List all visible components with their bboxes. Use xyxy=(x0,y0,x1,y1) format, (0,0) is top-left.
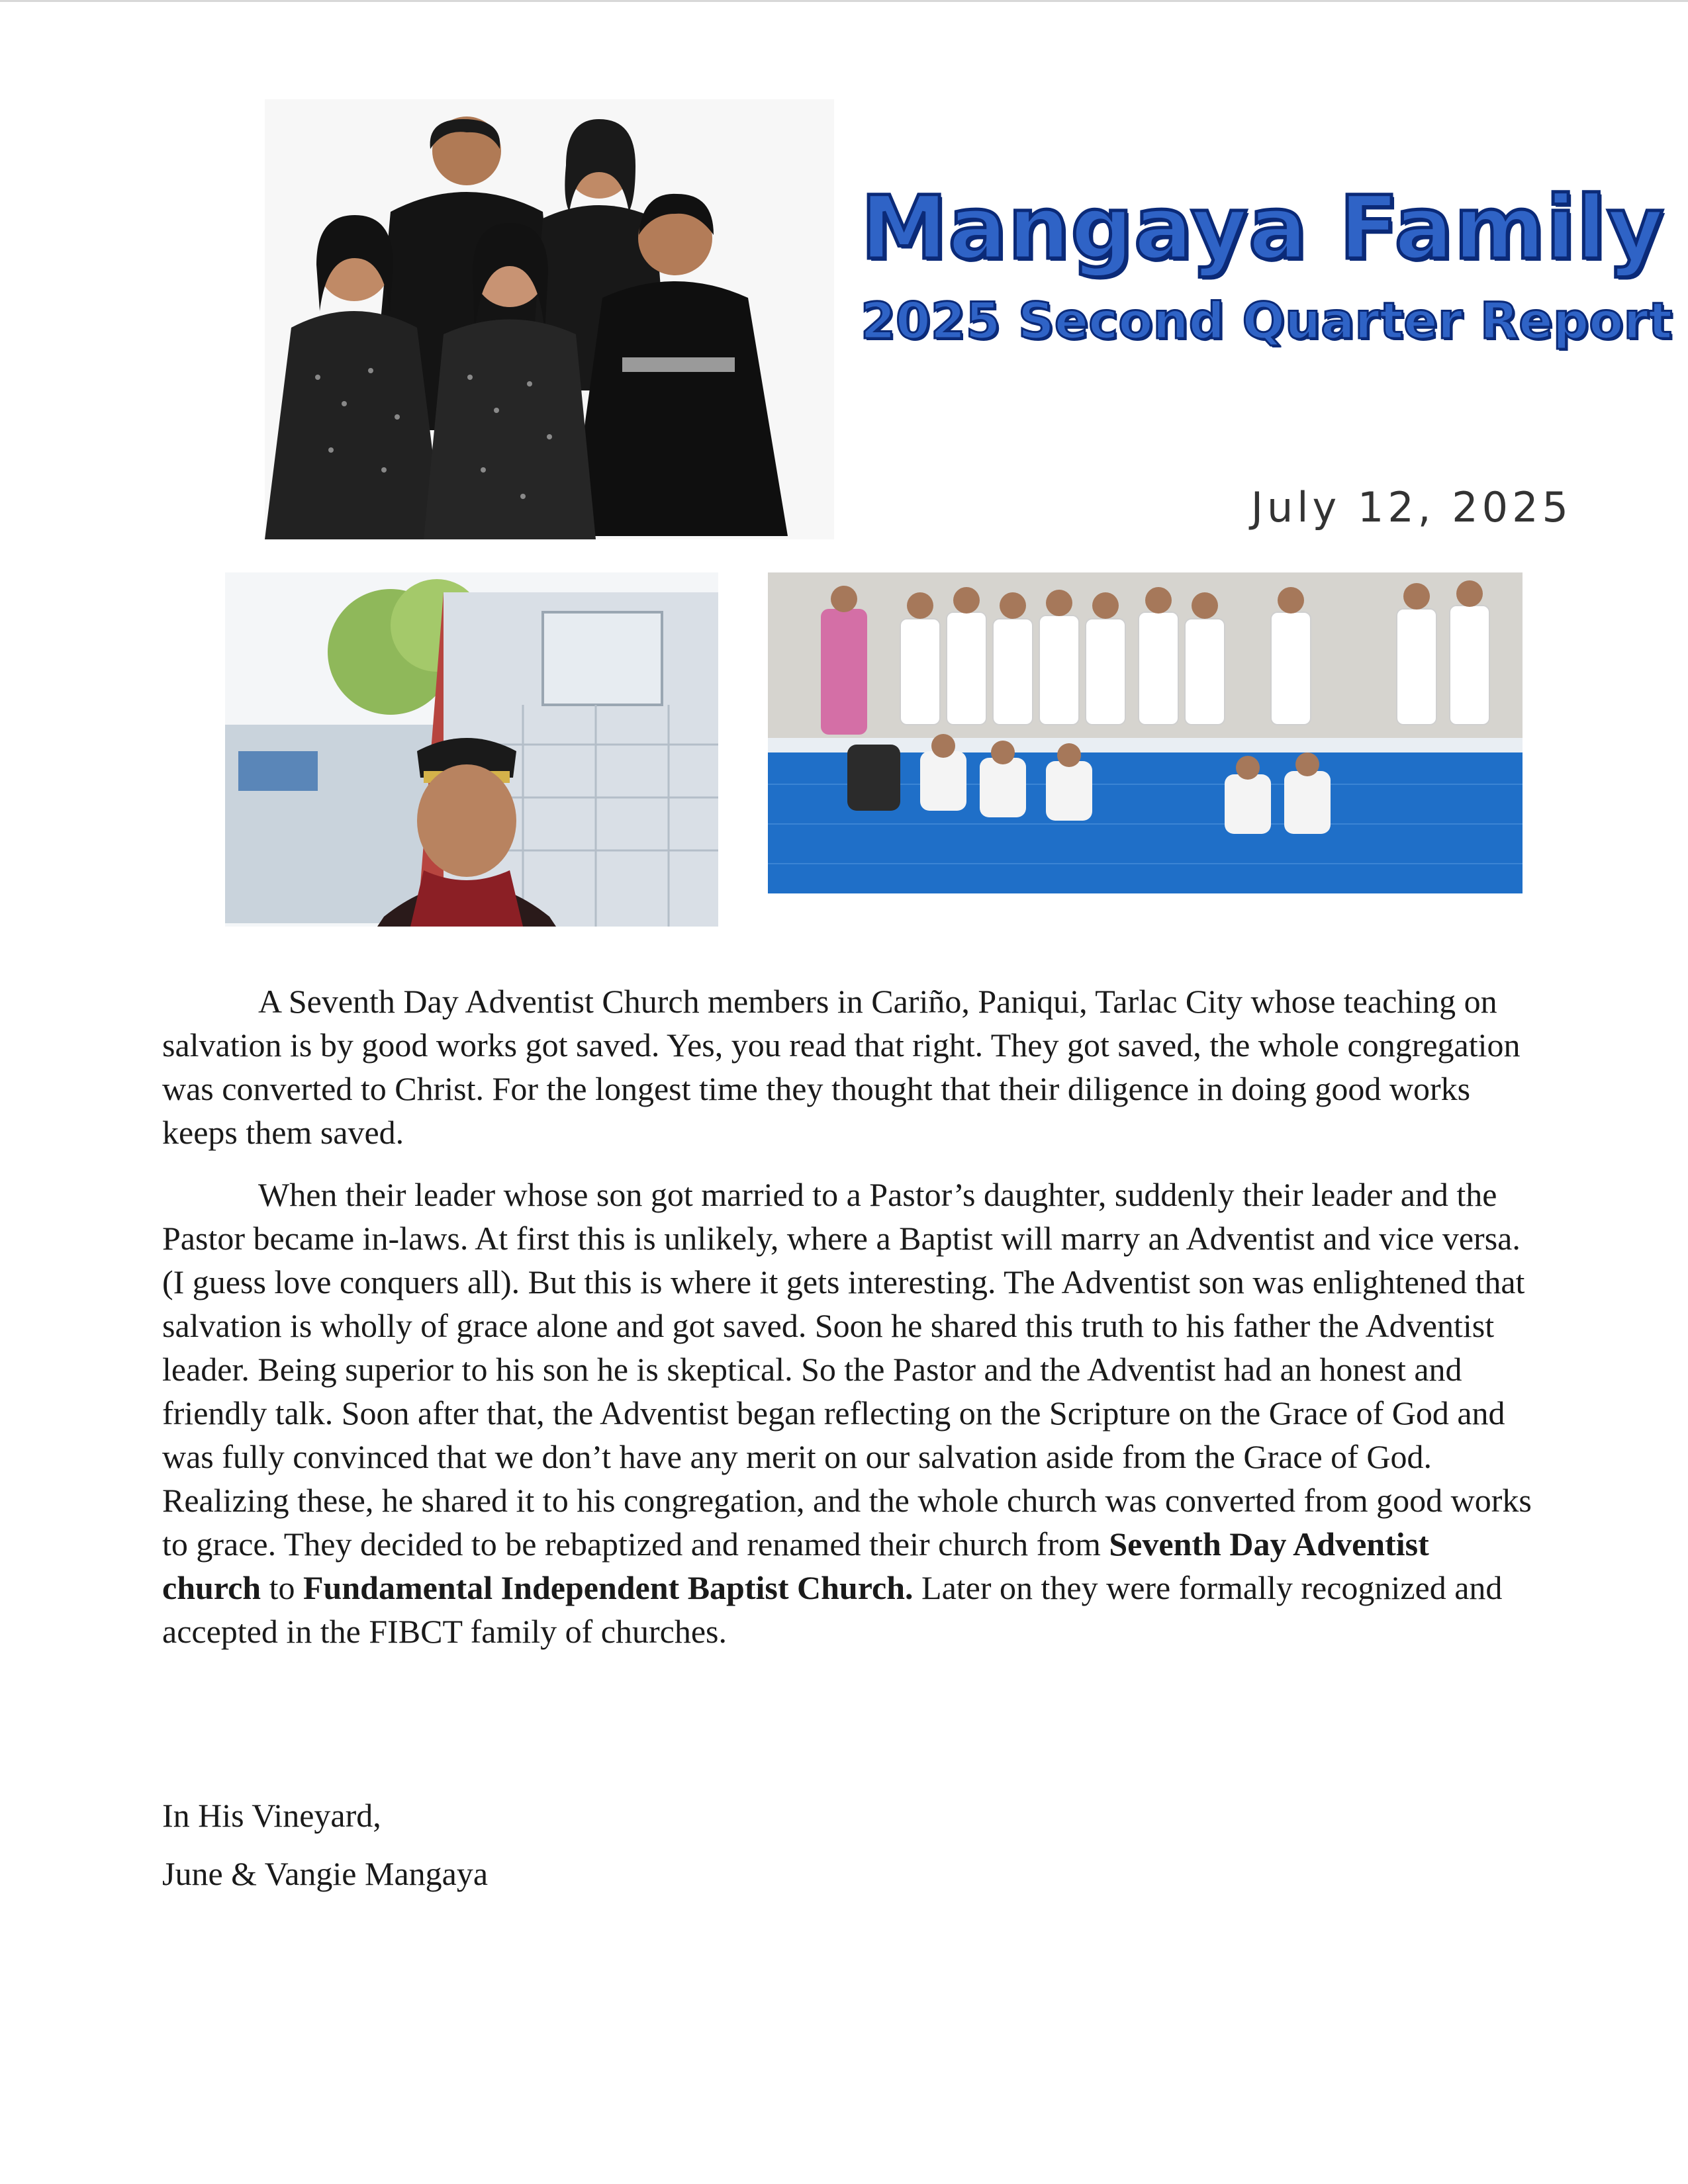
scan-edge xyxy=(0,0,1688,2)
paragraph-2-text-a: When their leader whose son got married to a Pastor’s daughter, suddenly their leader and the Pastor became in-laws. At first this is unlikely, where a Baptist will marry an Adventist and vice versa. (I guess love conquers all). But this is where it gets interesting. The Adventist son was enlightened that salvation is wholly of grace alone and got saved. Soon he shared this truth to his father the Adventist leader. Being superior to his son he is skeptical. So the Pastor and the Adventist had an honest and friendly talk. Soon after that, the Adventist began reflecting on the Scripture on the Grace of God and was fully convinced that we don’t have any merit on our salvation aside from the Grace of God. Realizing these, he shared it to his congregation, and the whole church was converted from good works to grace. They decided to be rebaptized and renamed their church from xyxy=(162,1176,1532,1563)
paragraph-2-text-b: Later on they were formally recognized and accepted in the FIBCT family of churches. xyxy=(162,1569,1503,1650)
closing xyxy=(162,1794,488,1910)
report-subtitle: 2025 Second Quarter Report xyxy=(861,291,1673,350)
bold-old-church-name: Seventh Day Adventist church xyxy=(162,1525,1429,1606)
report-date: July 12, 2025 xyxy=(1250,483,1572,531)
bold-new-church-name: Fundamental Independent Baptist Church. xyxy=(303,1569,914,1606)
paragraph-2 xyxy=(162,1173,1532,1653)
signature: June & Vangie Mangaya xyxy=(162,1855,489,1892)
baptism-photo xyxy=(768,572,1523,893)
title-block xyxy=(861,177,1673,351)
family-photo xyxy=(265,99,834,539)
report-title: Mangaya Family xyxy=(861,177,1665,279)
connector-text: to xyxy=(261,1569,304,1606)
article-body xyxy=(162,979,1532,1672)
paragraph-1 xyxy=(162,979,1532,1154)
salutation: In His Vineyard, xyxy=(162,1797,381,1834)
church-selfie-photo xyxy=(225,572,718,927)
paragraph-1-text: A Seventh Day Adventist Church members in Cariño, Paniqui, Tarlac City whose teaching on salvation is by good works got saved. Yes, you read that right. They got saved, the whole congregation was converted to Christ. For the longest time they thought that their diligence in doing good works keeps them saved. xyxy=(162,983,1521,1151)
